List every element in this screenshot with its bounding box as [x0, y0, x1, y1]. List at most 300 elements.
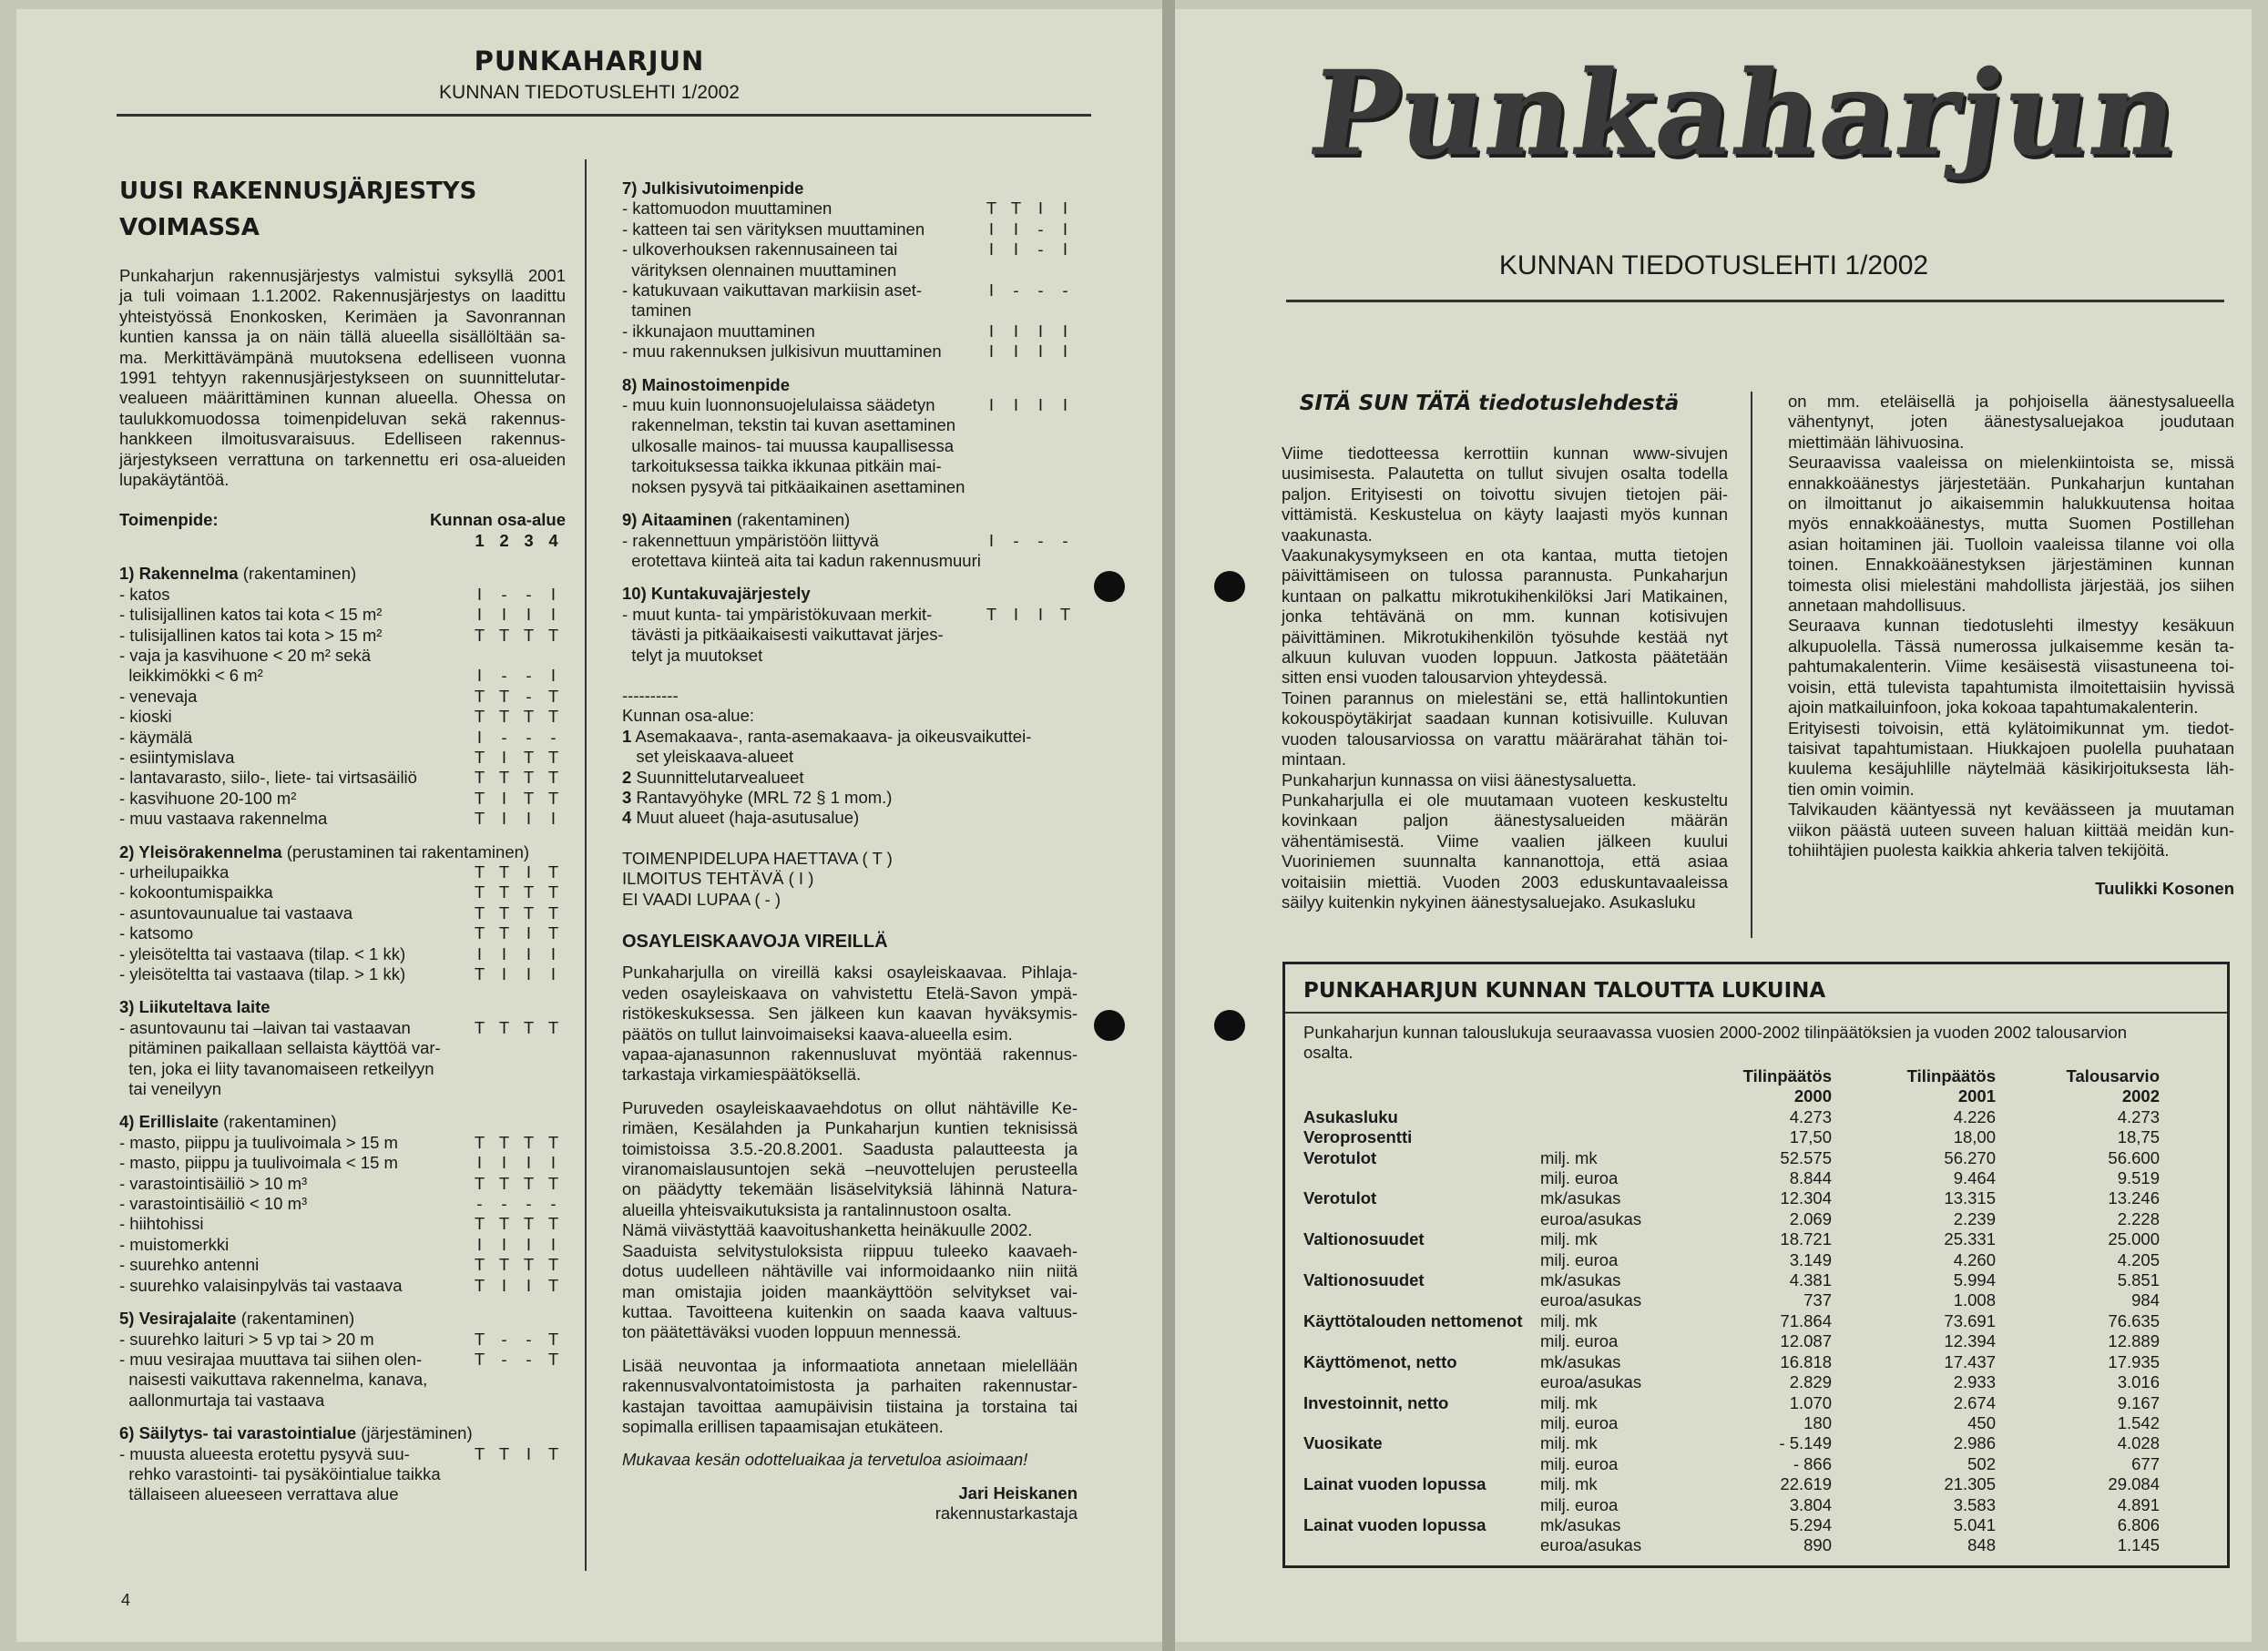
section-title: 4) Erillislaite (rakentaminen): [119, 1112, 337, 1132]
area-code: I: [1013, 604, 1019, 624]
finance-value: 2.228: [2117, 1208, 2160, 1228]
text-line: myös ennakkoäänestys, mutta Suomen Postillehan: [1788, 514, 2234, 534]
area-code: -: [1037, 530, 1044, 550]
finance-value: 8.844: [1789, 1168, 1832, 1188]
area-code: -: [501, 1194, 507, 1214]
finance-label: [1303, 1168, 1540, 1188]
finance-value: 2.829: [1789, 1372, 1832, 1392]
area-code: [541, 1038, 566, 1058]
area-code: [1004, 260, 1028, 280]
finance-label: [1303, 1535, 1540, 1555]
text-line: taisivat tapahtumistaan. Hiukkajoen puolella puuhataan: [1788, 738, 2234, 758]
row-label: noksen pysyvä tai pitkäaikainen asettaminen: [622, 476, 965, 496]
finance-row: [1303, 1331, 2160, 1351]
finance-row: [1303, 1148, 2160, 1168]
finance-value: 2.069: [1789, 1208, 1832, 1228]
table-row: [622, 415, 1078, 435]
row-codes: [467, 768, 566, 788]
text-line: sopimalla erillisen tapaamisajan etukäteen.: [622, 1416, 944, 1436]
finance-value: 3.149: [1789, 1249, 1832, 1269]
finance-header-row-1: Tilinpäätös Tilinpäätös Talousarvio: [1742, 1066, 2160, 1085]
area-code: -: [526, 666, 532, 686]
finance-row: [1303, 1229, 2160, 1249]
permit-table-left: [119, 564, 566, 1504]
finance-label: Lainat vuoden lopussa: [1303, 1514, 1486, 1534]
row-label: - asuntovaunualue tai vastaava: [119, 902, 353, 922]
area-code: T: [523, 1173, 535, 1193]
finance-title: PUNKAHARJUN KUNNAN TALOUTTA LUKUINA: [1303, 979, 1826, 1003]
section-title: 2) Yleisörakennelma (perustaminen tai rakentaminen): [119, 841, 530, 861]
area-code: I: [526, 943, 532, 963]
permit-section: [119, 1309, 566, 1411]
area-code: T: [547, 1329, 559, 1349]
text-line: asian hoitaminen jäi. Tuolloin vaaleissa tilanne voi olla: [1788, 534, 2234, 554]
area-code: T: [474, 882, 485, 902]
row-label: - suurehko antenni: [119, 1255, 260, 1275]
text-line: uusimisesta. Palautetta on tullut sivujen osalta todella: [1282, 464, 1728, 484]
text-line: ma. Merkittävämpänä muutoksena edelliseen vuonna: [119, 347, 566, 367]
area-code: I: [501, 964, 507, 983]
row-codes: [467, 666, 566, 686]
table-row: [119, 1174, 566, 1194]
table-row: [119, 666, 566, 686]
area-code: -: [1062, 530, 1068, 550]
finance-label: [1303, 1372, 1540, 1392]
area-code: [1004, 625, 1028, 645]
finance-header-row-2: 2000 2001 2002: [1793, 1086, 2160, 1106]
column-rule: [1751, 392, 1752, 938]
area-code: [541, 1370, 566, 1390]
row-label: - lantavarasto, siilo-, liete- tai virtsasäiliö: [119, 768, 417, 788]
area-code: [1028, 456, 1053, 476]
row-codes: [467, 903, 566, 923]
area-code: T: [523, 747, 535, 767]
finance-row: [1303, 1352, 2160, 1372]
text-line: alkupuolella. Tässä numerossa julkaisemme kesän ta-: [1788, 636, 2234, 656]
finance-value: 9.519: [2117, 1168, 2160, 1188]
left-page: [16, 9, 1162, 1642]
area-code: [467, 1079, 492, 1099]
text-line: Punkaharjun kunnassa on viisi äänestysaluetta.: [1282, 769, 1637, 790]
text-line: vaakunasta.: [1282, 525, 1373, 545]
row-codes: [979, 605, 1078, 625]
area-code: T: [523, 1255, 535, 1275]
area-code: T: [547, 1132, 559, 1152]
row-label: - rakennettuun ympäristöön liittyvä: [622, 530, 879, 550]
area-code: [1053, 646, 1078, 666]
legend-codes: [622, 849, 1078, 910]
finance-value: 6.806: [2117, 1514, 2160, 1534]
finance-row: [1303, 1393, 2160, 1413]
text-line: Seuraava kunnan tiedotuslehti ilmestyy kesäkuun: [1788, 616, 2234, 636]
finance-value: 984: [2131, 1290, 2160, 1310]
table-row: [119, 687, 566, 707]
left-column: [119, 173, 566, 1505]
text-line: toinen. Ennakkoäänestyksen järjestäminen kunnan: [1788, 555, 2234, 575]
row-codes: [979, 531, 1078, 551]
finance-unit: euroa/asukas: [1540, 1208, 1642, 1228]
finance-value: 5.851: [2117, 1270, 2160, 1290]
finance-unit: milj. mk: [1540, 1310, 1598, 1330]
finance-value: 848: [1967, 1535, 1996, 1555]
text-line: Puruveden osayleiskaavaehdotus on ollut nähtäville Ke-: [622, 1097, 1078, 1117]
table-row: [622, 395, 1078, 415]
section-title: 3) Liikuteltava laite: [119, 997, 271, 1017]
punch-hole: [1214, 571, 1245, 602]
area-code: [979, 456, 1004, 476]
column-rule: [585, 159, 587, 1571]
table-row: [119, 1214, 566, 1234]
finance-row: [1303, 1127, 2160, 1147]
area-code: [1053, 436, 1078, 456]
table-row: [622, 531, 1078, 551]
finance-intro-line: Punkaharjun kunnan talouslukuja seuraavassa vuosien 2000-2002 tilinpäätöksien ja vuoden 2002 talousarvion: [1303, 1023, 2128, 1042]
area-code: T: [523, 707, 535, 727]
area-code: -: [501, 1349, 507, 1369]
area-code: T: [474, 964, 485, 983]
text-line: vuoden talousarviossa on varattu määrärahat tähän toi-: [1282, 729, 1728, 749]
area-code: [1028, 625, 1053, 645]
area-code: T: [1059, 604, 1071, 624]
area-code: I: [1037, 199, 1044, 219]
finance-value: 56.270: [1944, 1147, 1996, 1167]
area-code: [516, 1079, 541, 1099]
text-line: ajoin matkailuinfoon, joka kokoaa tapahtumakalenterin.: [1788, 698, 2199, 718]
legend-dashes: ----------: [622, 685, 679, 705]
finance-value: 3.583: [1953, 1494, 1996, 1514]
area-code: [467, 1484, 492, 1504]
finance-row: [1303, 1290, 2160, 1310]
area-code: [492, 1079, 516, 1099]
row-codes: [979, 260, 1078, 280]
area-code: T: [498, 1443, 510, 1463]
text-line: taulukkomuodossa toimenpideluvan sekä rakennus-: [119, 408, 566, 428]
row-label: - kioski: [119, 707, 172, 727]
area-code: [541, 1391, 566, 1411]
finance-value: 12.889: [2108, 1331, 2160, 1351]
area-code: I: [1062, 395, 1068, 415]
finance-value: 73.691: [1944, 1310, 1996, 1330]
area-code: -: [476, 1194, 483, 1214]
finance-unit: milj. euroa: [1540, 1249, 1619, 1269]
table-row: [119, 707, 566, 727]
table-row: [622, 239, 1078, 260]
row-label: - hiihtohissi: [119, 1214, 204, 1234]
finance-value: 17,50: [1789, 1127, 1832, 1147]
area-code: T: [547, 707, 559, 727]
finance-value: 22.619: [1780, 1474, 1832, 1494]
area-code: I: [476, 584, 483, 604]
finance-row: [1303, 1168, 2160, 1188]
area-code: I: [1013, 395, 1019, 415]
area-code: T: [474, 1349, 485, 1369]
finance-value: - 866: [1793, 1453, 1832, 1473]
text-line: rimäen, Kesälahden ja Punkaharjun kuntien teknisissä: [622, 1118, 1078, 1138]
area-code: T: [498, 861, 510, 882]
finance-value: 502: [1967, 1453, 1996, 1473]
text-line: viikon päästä uuteen suveen haluan kiittää meidän kun-: [1788, 820, 2234, 840]
row-codes: [979, 415, 1078, 435]
finance-row: [1303, 1209, 2160, 1229]
permit-section: [119, 842, 566, 985]
finance-unit: milj. euroa: [1540, 1331, 1619, 1351]
row-codes: [979, 341, 1078, 362]
finance-row: [1303, 1372, 2160, 1392]
area-code: I: [501, 1234, 507, 1254]
finance-label: [1303, 1495, 1540, 1515]
finance-value: 4.205: [2117, 1249, 2160, 1269]
area-code: I: [1013, 239, 1019, 260]
text-line: Vaakunakysymykseen en ota kantaa, mutta tietojen: [1282, 545, 1728, 566]
row-codes: [467, 626, 566, 646]
permit-section: [119, 564, 566, 829]
area-code: [516, 1391, 541, 1411]
table-header: Toimenpide: Kunnan osa-alue: [119, 510, 566, 530]
area-code: T: [474, 788, 485, 808]
row-codes: [467, 1484, 566, 1504]
finance-label: [1303, 1250, 1540, 1270]
text-line: ennakkoäänestys järjestetään. Punkaharjun kuntahan: [1788, 473, 2234, 493]
permit-section: [622, 510, 1078, 571]
area-code: [467, 1464, 492, 1484]
area-code: T: [474, 625, 485, 645]
text-line: tarkastaja virkamiespäätöksellä.: [622, 1065, 862, 1085]
row-codes: [467, 1214, 566, 1234]
finance-value: 13.315: [1944, 1188, 1996, 1208]
area-code: I: [1013, 219, 1019, 239]
table-row: [119, 585, 566, 605]
area-code: T: [498, 1173, 510, 1193]
table-row: [119, 768, 566, 788]
area-code: I: [476, 943, 483, 963]
area-code: T: [547, 1255, 559, 1275]
finance-label: [1303, 1331, 1540, 1351]
area-code: I: [526, 1443, 532, 1463]
text-line: kuntaan on palkattu mikrotukihenkilöksi Jari Matikainen,: [1282, 586, 1728, 606]
area-code: [1030, 551, 1055, 571]
area-code: T: [523, 1017, 535, 1037]
right-page: [1175, 9, 2252, 1642]
row-codes: [467, 1464, 566, 1484]
area-code: [492, 1038, 516, 1058]
area-code: T: [523, 1132, 535, 1152]
text-line: Erityisesti toivoisin, että kylätoimikunnat ym. tiedot-: [1788, 718, 2234, 738]
area-code: I: [501, 809, 507, 829]
table-row: [622, 436, 1078, 456]
permit-section: [622, 178, 1078, 362]
finance-label: Käyttötalouden nettomenot: [1303, 1310, 1523, 1330]
area-code: I: [1037, 604, 1044, 624]
area-code: -: [1013, 280, 1019, 301]
area-code: T: [498, 1214, 510, 1234]
table-row: [119, 882, 566, 902]
area-code: [1053, 625, 1078, 645]
article-heading: UUSI RAKENNUSJÄRJESTYS VOIMASSA: [119, 178, 477, 241]
finance-value: 5.294: [1789, 1514, 1832, 1534]
row-codes: [467, 809, 566, 829]
text-line: Nämä viivästyttää kaavoitushanketta heinäkuulle 2002.: [622, 1220, 1033, 1240]
text-line: voitaisiin miettiä. Vuoden 2003 eduskuntavaaleissa: [1282, 871, 1728, 892]
area-code: T: [547, 686, 559, 706]
row-label: pitäminen paikallaan sellaista käyttöä var-: [119, 1038, 441, 1058]
area-code: I: [1062, 341, 1068, 362]
section-title: 5) Vesirajalaite (rakentaminen): [119, 1309, 355, 1329]
area-code: [1028, 436, 1053, 456]
page-number: 4: [121, 1591, 131, 1609]
finance-label: Valtionosuudet: [1303, 1229, 1425, 1249]
finance-value: 17.935: [2108, 1351, 2160, 1371]
finance-value: - 5.149: [1779, 1433, 1832, 1453]
table-row: [119, 789, 566, 809]
row-label: naisesti vaikuttava rakennelma, kanava,: [119, 1370, 428, 1390]
table-header-nums: 1 2 3 4: [475, 530, 558, 550]
area-code: I: [988, 395, 995, 415]
text-line: miettimään lähivuosina.: [1788, 432, 1965, 452]
row-label: - muusta alueesta erotettu pysyvä suu-: [119, 1443, 410, 1463]
finance-value: 29.084: [2108, 1474, 2160, 1494]
area-code: I: [526, 809, 532, 829]
area-code: T: [498, 768, 510, 788]
row-codes: [467, 605, 566, 625]
finance-label: [1303, 1290, 1540, 1310]
area-code: [1028, 646, 1053, 666]
area-code: [979, 260, 1004, 280]
text-line: toimistoissa 3.5.-20.8.2001. Saadusta palautteesta ja: [622, 1138, 1078, 1158]
finance-value: 2.933: [1953, 1372, 1996, 1392]
area-code: T: [498, 686, 510, 706]
area-code: [979, 301, 1004, 321]
legend-item: 2 Suunnittelutarvealueet: [622, 767, 804, 787]
finance-unit: [1540, 1107, 1677, 1127]
area-code: [979, 625, 1004, 645]
area-code: I: [1037, 341, 1044, 362]
text-line: kuttaa. Tavoitteena kuitenkin on saada kaava valtuus-: [622, 1301, 1078, 1321]
finance-value: 17.437: [1944, 1351, 1996, 1371]
area-code: [979, 415, 1004, 435]
area-code: [1004, 477, 1028, 497]
table-row: [119, 626, 566, 646]
area-code: T: [547, 1443, 559, 1463]
area-code: I: [501, 1275, 507, 1295]
finance-row: [1303, 1107, 2160, 1127]
area-code: -: [1037, 219, 1044, 239]
finance-row: [1303, 1250, 2160, 1270]
area-code: T: [547, 923, 559, 943]
finance-label: [1303, 1413, 1540, 1433]
text-line: rakennusvalvontatoimistosta ja parhaiten rakennustar-: [622, 1376, 1078, 1396]
row-codes: [979, 219, 1078, 239]
row-label: - esiintymislava: [119, 747, 235, 767]
table-row: [119, 1444, 566, 1464]
area-code: I: [526, 1275, 532, 1295]
permit-section: [622, 375, 1078, 497]
row-label: - varastointisäiliö > 10 m³: [119, 1173, 308, 1193]
area-code: T: [474, 1017, 485, 1037]
finance-unit: mk/asukas: [1540, 1514, 1621, 1534]
signature-title: rakennustarkastaja: [935, 1503, 1078, 1524]
area-code: I: [988, 239, 995, 260]
finance-value: 2.239: [1953, 1208, 1996, 1228]
section-title: 6) Säilytys- tai varastointialue (järjestäminen): [119, 1423, 473, 1443]
finance-value: 4.260: [1953, 1249, 1996, 1269]
row-label: - muu kuin luonnonsuojelulaissa säädetyn: [622, 395, 935, 415]
table-row: [119, 862, 566, 882]
area-code: [467, 646, 492, 666]
text-line: on mm. eteläisellä ja pohjoisella äänestysalueella: [1788, 392, 2234, 411]
legend-item: 4 Muut alueet (haja-asutusalue): [622, 808, 860, 828]
finance-unit: euroa/asukas: [1540, 1535, 1642, 1555]
finance-value: 71.864: [1780, 1310, 1832, 1330]
area-code: [979, 436, 1004, 456]
area-code: I: [988, 280, 995, 301]
row-codes: [979, 239, 1078, 260]
text-line: viranomaislausuntojen sekä –neuvottelujen perusteella: [622, 1159, 1078, 1179]
table-row: [622, 219, 1078, 239]
area-code: [981, 551, 1006, 571]
row-codes: [467, 1330, 566, 1350]
area-code: [541, 1484, 566, 1504]
area-code: T: [474, 902, 485, 922]
text-line: annetaan mahdollisuus.: [1788, 596, 1967, 616]
area-code: T: [523, 788, 535, 808]
finance-value: 18.721: [1780, 1229, 1832, 1249]
area-code: T: [474, 1329, 485, 1349]
area-code: I: [526, 1153, 532, 1173]
row-label: värityksen olennainen muuttaminen: [622, 260, 897, 280]
signature-name: Jari Heiskanen: [958, 1483, 1078, 1503]
legend-item: set yleiskaava-alueet: [622, 747, 794, 767]
area-code: [541, 1464, 566, 1484]
text-line: sitten ensi vuoden talousarvion yhteydessä.: [1282, 668, 1608, 688]
section-title: 7) Julkisivutoimenpide: [622, 178, 804, 198]
area-code: [1004, 301, 1028, 321]
row-label: - muu vesirajaa muuttava tai siihen olen-: [119, 1349, 423, 1369]
area-code: [492, 1464, 516, 1484]
row-codes: [467, 1276, 566, 1296]
table-row: [119, 1018, 566, 1038]
text-line: veden osayleiskaava on vahvistettu Etelä-Savon ympä-: [622, 983, 1078, 1003]
text-line: yhteistyössä Enonkosken, Kerimäen ja Savonrannan: [119, 306, 566, 326]
section-title: 10) Kuntakuvajärjestely: [622, 584, 811, 604]
text-line: päätös on tullut lainvoimaiseksi kaava-alueella esim.: [622, 1024, 1013, 1044]
area-code: [516, 1484, 541, 1504]
table-row: [119, 1464, 566, 1484]
table-row: [119, 1350, 566, 1370]
area-code: [1006, 551, 1030, 571]
area-code: -: [1062, 280, 1068, 301]
finance-value: 76.635: [2108, 1310, 2160, 1330]
row-label: - yleisöteltta tai vastaava (tilap. > 1 kk): [119, 964, 406, 983]
row-codes: [467, 1350, 566, 1370]
table-row: [622, 625, 1078, 645]
text-line: Punkaharjulla ei ole muutamaan vuoteen keskusteltu: [1282, 790, 1728, 810]
area-code: T: [498, 625, 510, 645]
punch-hole: [1094, 1010, 1125, 1041]
finance-value: 737: [1803, 1290, 1832, 1310]
area-code: [1055, 551, 1079, 571]
area-code: I: [550, 1234, 557, 1254]
legend-item: 1 Asemakaava-, ranta-asemakaava- ja oikeusvaikuttei-: [622, 726, 1032, 746]
area-code: I: [501, 747, 507, 767]
area-code: T: [547, 1349, 559, 1369]
area-code: T: [498, 707, 510, 727]
finance-intro-line: osalta.: [1303, 1043, 1354, 1063]
area-code: -: [526, 1329, 532, 1349]
area-code: [1028, 260, 1053, 280]
text-line: jonka tehtävänä on mm. kunnan kotisivujen: [1282, 606, 1728, 627]
area-code: [467, 1038, 492, 1058]
table-row: [622, 551, 1078, 571]
